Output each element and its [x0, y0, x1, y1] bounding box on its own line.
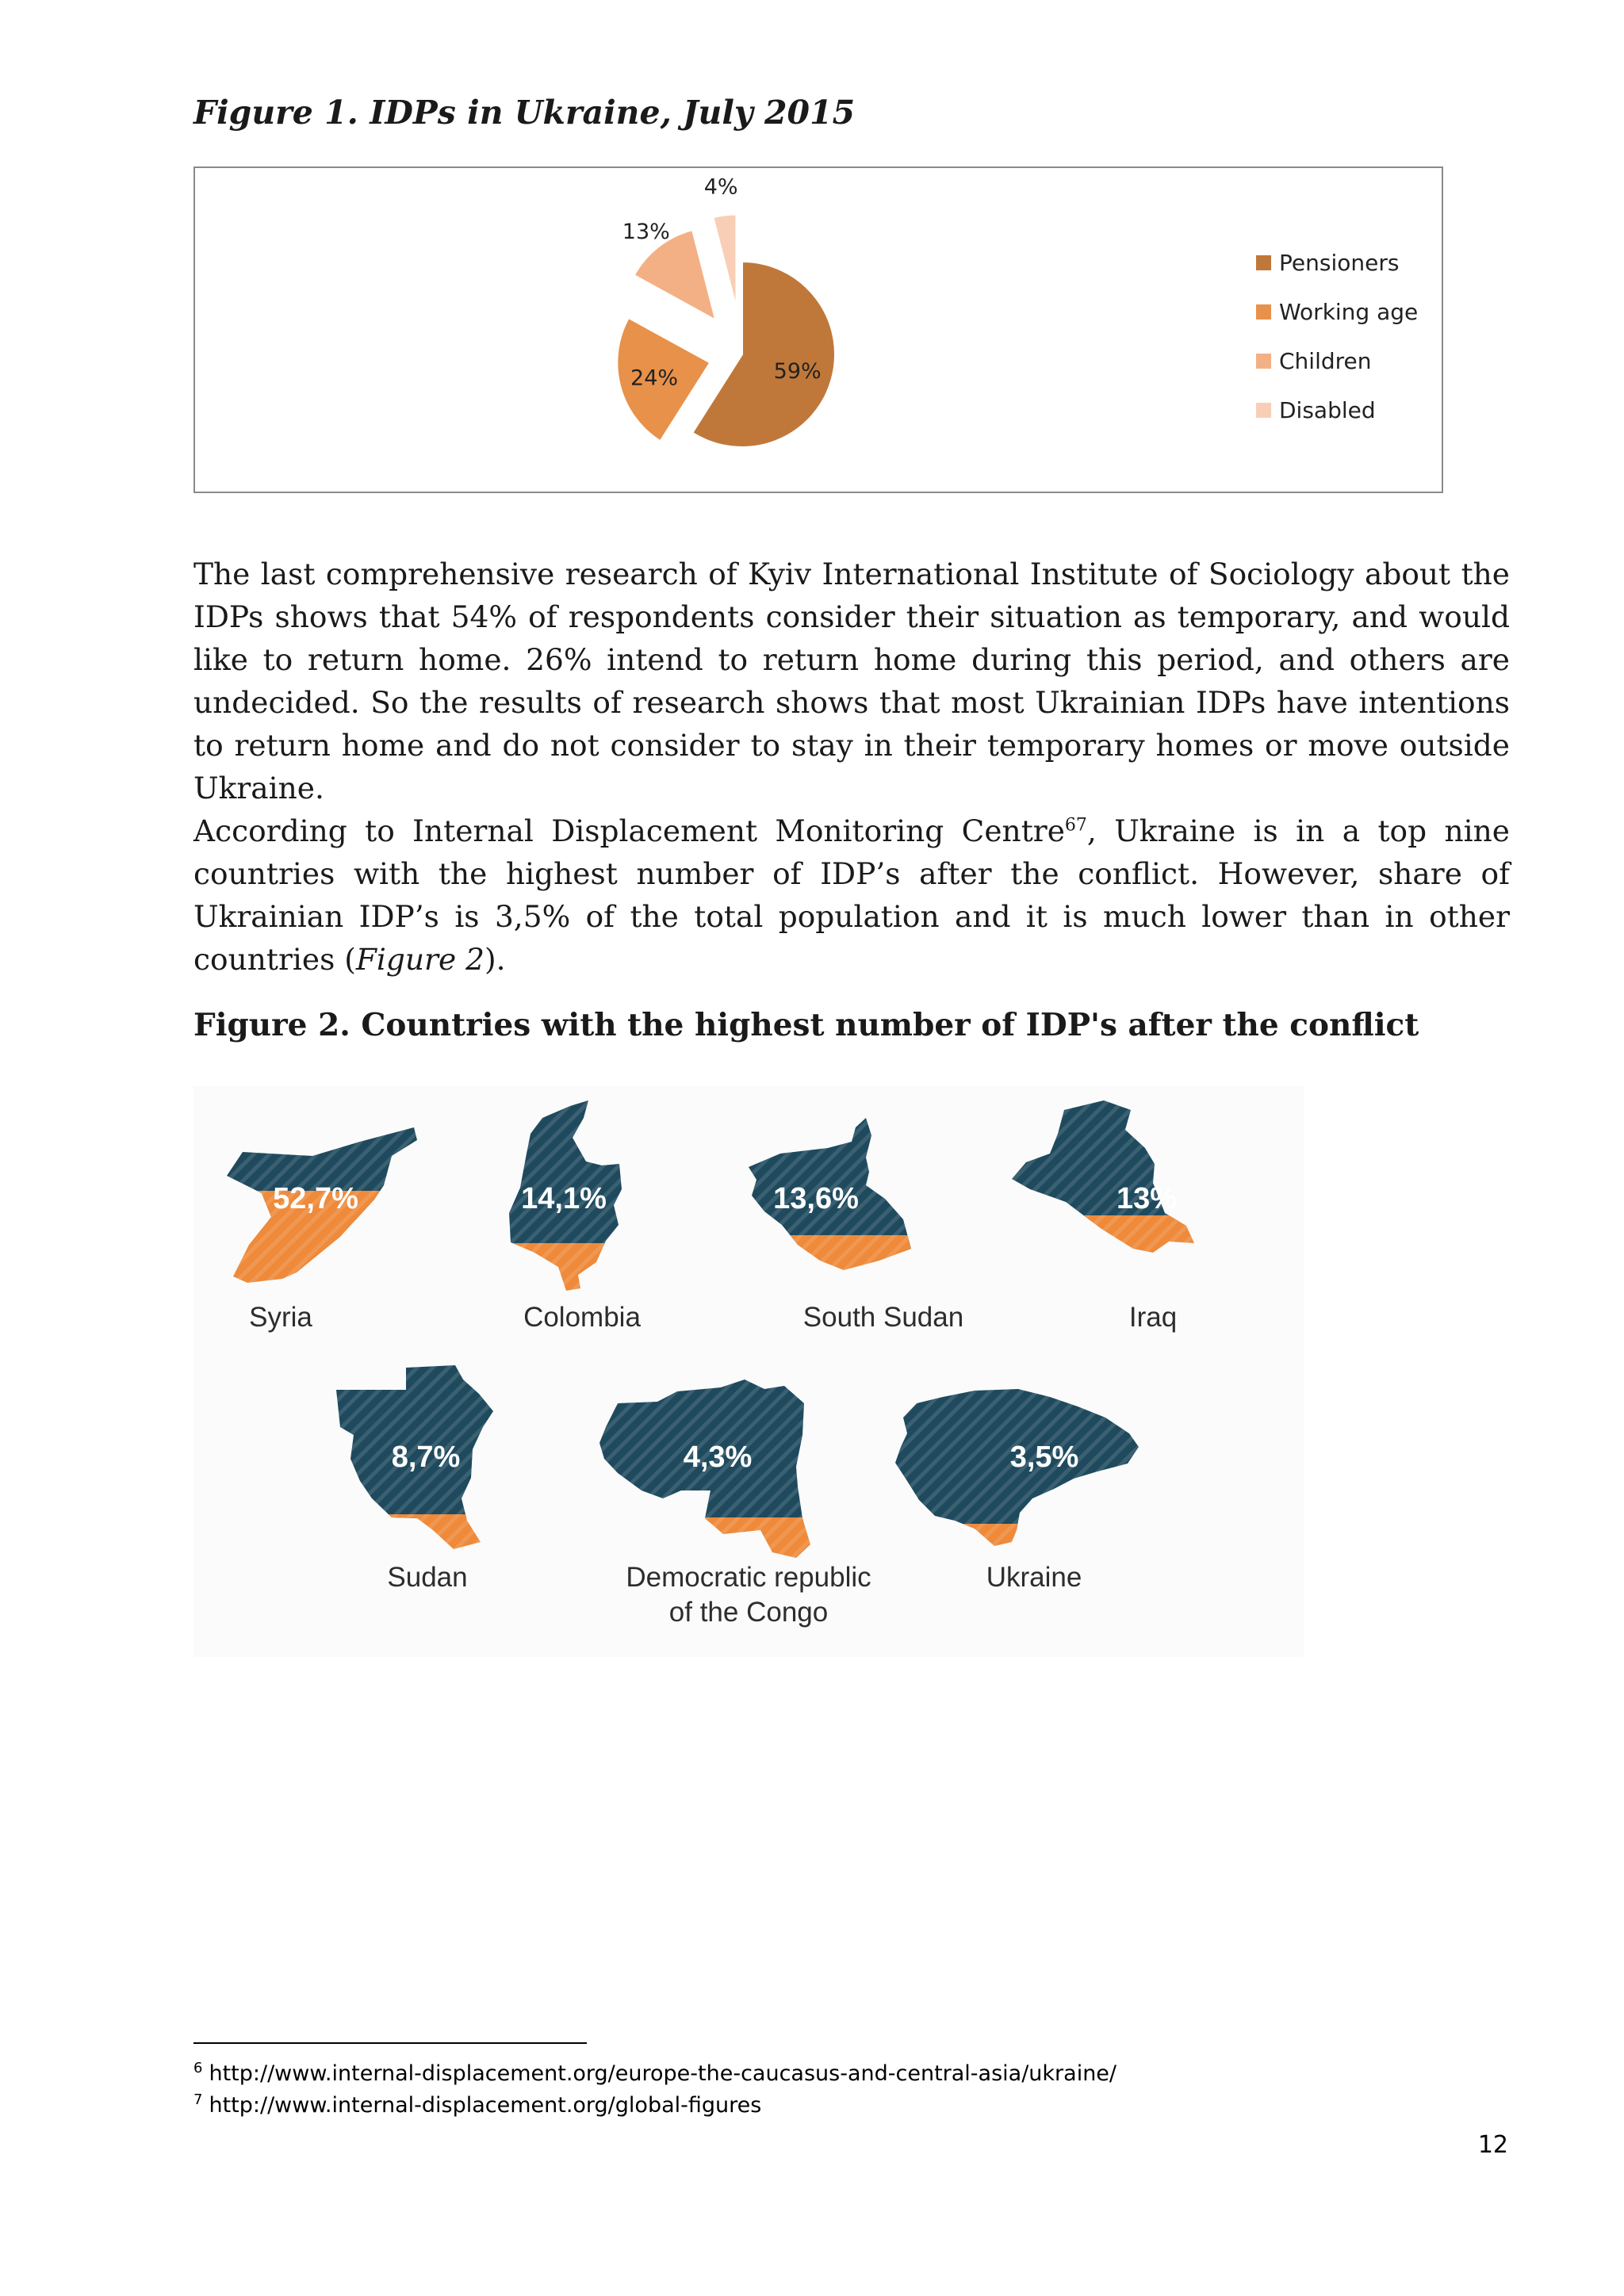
country-name-ukraine: Ukraine — [986, 1562, 1082, 1593]
legend-item-working-age — [1256, 287, 1418, 336]
pie-label-pensioners: 59% — [773, 359, 822, 385]
page-number: 12 — [1477, 2131, 1508, 2159]
legend-item-pensioners — [1256, 238, 1418, 287]
map-south-sudan-value: 13,6% — [773, 1182, 859, 1215]
footnote-number: 6 — [193, 2060, 203, 2076]
legend-swatch — [1256, 354, 1271, 369]
map-iraq-value: 13% — [1116, 1182, 1178, 1215]
legend-label: Pensioners — [1279, 249, 1400, 276]
legend-item-disabled — [1256, 385, 1418, 434]
footnote-link[interactable]: http://www.internal-displacement.org/global-figures — [209, 2093, 762, 2118]
paragraph-idmc — [193, 809, 1510, 981]
country-name-drc-line1: Democratic republic — [626, 1562, 871, 1593]
country-name-drc — [598, 1560, 899, 1630]
country-name-syria: Syria — [249, 1302, 312, 1333]
legend-item-children — [1256, 336, 1418, 385]
legend-swatch — [1256, 403, 1271, 418]
footnote-7 — [193, 2093, 761, 2118]
country-name-drc-line2: of the Congo — [668, 1597, 829, 1628]
figure2-infographic — [193, 1086, 1304, 1657]
footnote-6 — [193, 2061, 1116, 2086]
footnote-link[interactable]: http://www.internal-displacement.org/europe-the-caucasus-and-central-asia/ukraine/ — [209, 2061, 1117, 2086]
pie-label-working-age: 24% — [630, 365, 679, 391]
map-sudan-value: 8,7% — [391, 1441, 461, 1474]
legend-label: Disabled — [1279, 396, 1376, 423]
map-ukraine-bottom — [883, 1524, 1153, 1556]
legend-swatch — [1256, 255, 1271, 270]
figure1-chart — [193, 166, 1443, 493]
figure1-title: Figure 1. IDPs in Ukraine, July 2015 — [193, 94, 856, 132]
country-name-iraq: Iraq — [1128, 1302, 1178, 1333]
footnote-number: 7 — [193, 2091, 203, 2108]
chart-legend — [1256, 238, 1418, 434]
figure-reference: Figure 2 — [355, 942, 485, 977]
map-ukraine-value: 3,5% — [1009, 1441, 1079, 1474]
legend-swatch — [1256, 304, 1271, 320]
country-name-south-sudan: South Sudan — [802, 1302, 964, 1333]
country-name-sudan: Sudan — [387, 1562, 468, 1593]
paragraph-text: According to Internal Displacement Monitoring Centre — [193, 813, 1065, 848]
pie-label-children: 13% — [622, 219, 670, 244]
footnote-rule — [193, 2042, 587, 2044]
pie-slice-disabled — [713, 214, 736, 307]
pie-label-disabled: 4% — [703, 174, 738, 200]
map-drc-value: 4,3% — [683, 1441, 753, 1474]
figure2-title: Figure 2. Countries with the highest number of IDP's after the conflict — [193, 1007, 1419, 1043]
map-colombia-value: 14,1% — [521, 1182, 607, 1215]
pie-slice-pensioners — [692, 262, 835, 447]
legend-label: Working age — [1279, 298, 1419, 325]
paragraph-text: ). — [484, 942, 506, 977]
map-syria-value: 52,7% — [273, 1182, 358, 1215]
footnote-ref: 67 — [1064, 815, 1087, 836]
country-name-colombia: Colombia — [523, 1302, 641, 1333]
paragraph-text: , Ukraine is in a top nine countries with the highest number of IDP’s after the conflict. However, share of Ukrainian IDP’s is 3,5% of the total population and it is much lower than in other countries ( — [193, 813, 1510, 977]
legend-label: Children — [1279, 347, 1372, 374]
map-iraq — [1002, 1094, 1201, 1263]
paragraph-research: The last comprehensive research of Kyiv International Institute of Sociology about the IDPs shows that 54% of respondents consider their situation as temporary, and would like to return home. 26% intend to return home during this period, and others are undecided. So the results of research shows that most Ukrainian IDPs have intentions to return home and do not consider to stay in their temporary homes or move outside Ukraine. — [193, 557, 1510, 806]
